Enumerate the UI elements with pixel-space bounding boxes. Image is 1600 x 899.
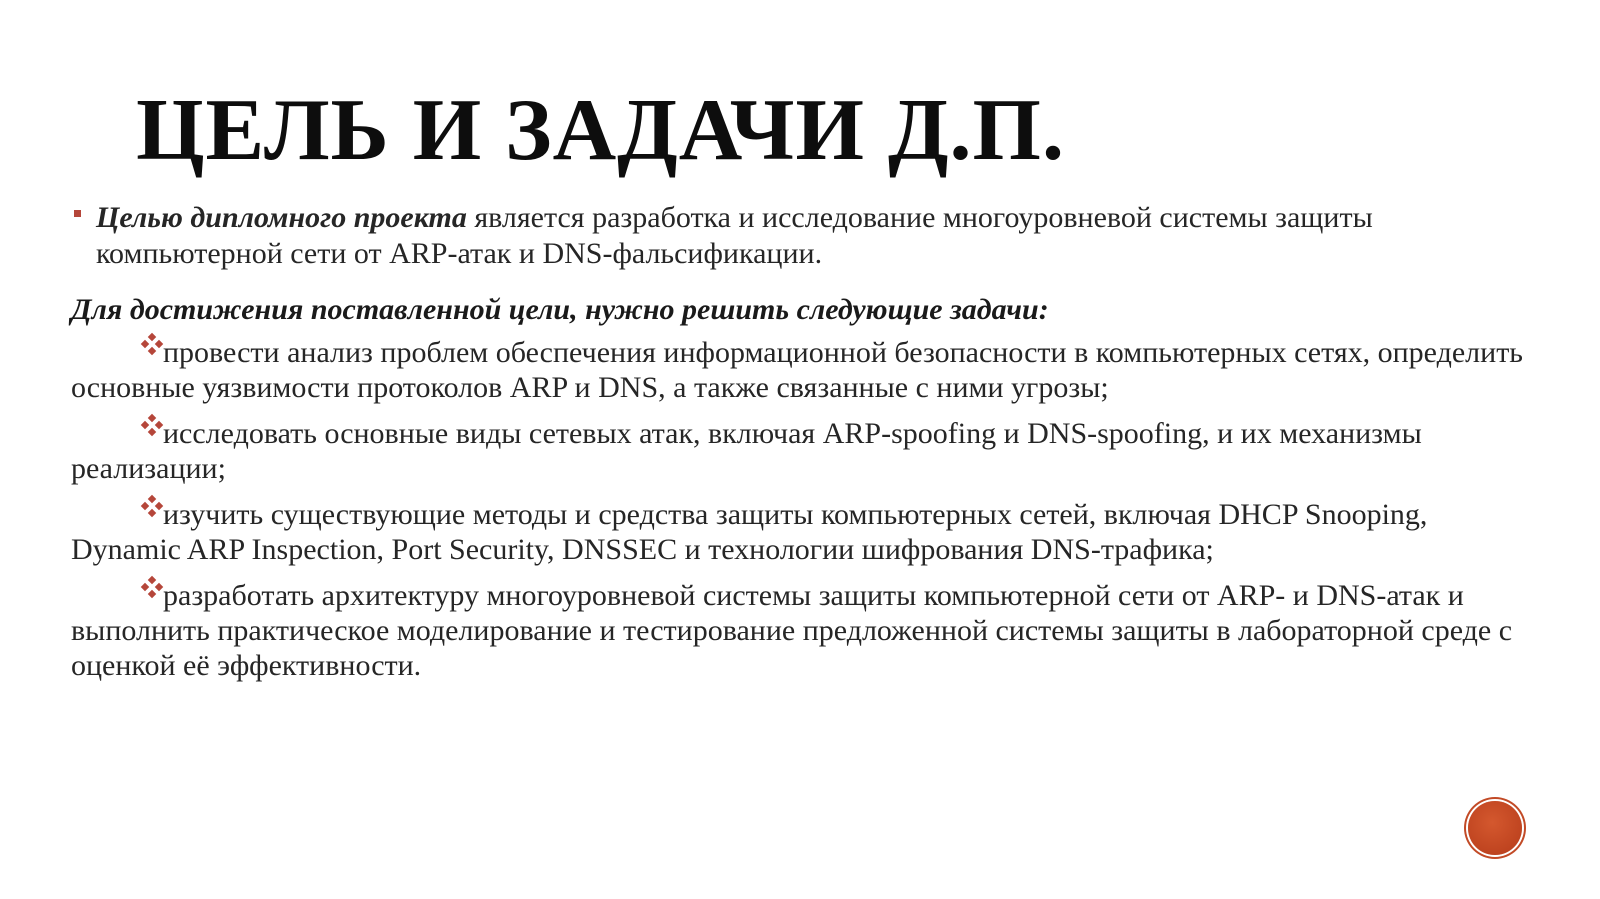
goal-paragraph <box>96 200 1536 272</box>
task-text: исследовать основные виды сетевых атак, включая ARP-spoofing и DNS-spoofing, и их механизмы реализации; <box>71 417 1422 485</box>
task-text: разработать архитектуру многоуровневой системы защиты компьютерной сети от ARP- и DNS-атак и выполнить практическое моделирование и тестирование предложенной системы защиты в лабораторной среде с оценкой её эффективности. <box>71 579 1513 682</box>
diamond-bullet-icon <box>141 577 163 599</box>
tasks-list <box>71 334 1531 693</box>
slide-title: ЦЕЛЬ И ЗАДАЧИ Д.П. <box>136 82 1065 179</box>
task-item <box>71 496 1531 567</box>
tasks-intro: Для достижения поставленной цели, нужно решить следующие задачи: <box>71 293 1049 326</box>
task-text: изучить существующие методы и средства защиты компьютерных сетей, включая DHCP Snooping, Dynamic ARP Inspection, Port Security, DNSSEC и технологии шифрования DNS-трафика; <box>71 498 1428 566</box>
next-slide-button[interactable] <box>1468 801 1522 855</box>
diamond-bullet-icon <box>141 334 163 356</box>
square-bullet-icon <box>74 210 81 217</box>
task-item <box>71 415 1531 486</box>
diamond-bullet-icon <box>141 496 163 518</box>
goal-text: является разработка и исследование многоуровневой системы защиты компьютерной сети от ARP-атак и DNS-фальсификации. <box>96 201 1373 270</box>
goal-emphasis: Целью дипломного проекта <box>96 201 467 234</box>
task-item <box>71 577 1531 683</box>
diamond-bullet-icon <box>141 415 163 437</box>
task-item <box>71 334 1531 405</box>
task-text: провести анализ проблем обеспечения информационной безопасности в компьютерных сетях, определить основные уязвимости протоколов ARP и DNS, а также связанные с ними угрозы; <box>71 336 1523 404</box>
